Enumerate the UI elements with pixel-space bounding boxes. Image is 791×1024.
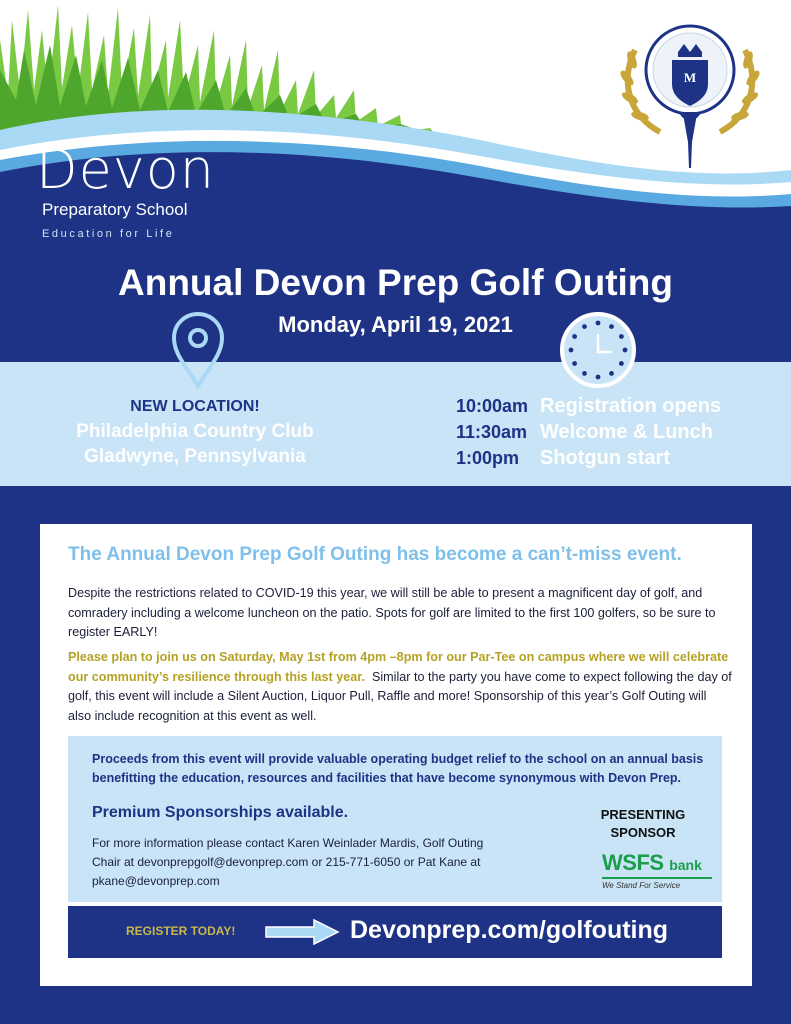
new-location-label: NEW LOCATION! bbox=[130, 398, 260, 415]
arrow-right-icon bbox=[264, 918, 340, 946]
svg-text:M: M bbox=[683, 70, 697, 85]
premium-sponsorships-heading: Premium Sponsorships available. bbox=[92, 804, 349, 821]
schedule-event: Registration opens bbox=[540, 395, 722, 417]
register-bar bbox=[68, 906, 722, 958]
contact-info: For more information please contact Karen Weinlader Mardis, Golf Outing Chair at devonprepgolf@devonprep.com or 215-771-6050 or Pat Kane at pkane@devonprep.com bbox=[92, 836, 484, 888]
schedule-item bbox=[456, 395, 721, 421]
venue-town: Gladwyne, Pennsylvania bbox=[84, 446, 306, 467]
event-date: Monday, April 19, 2021 bbox=[278, 312, 513, 337]
wsfs-bank-logo bbox=[602, 850, 722, 890]
sponsorship-panel bbox=[68, 736, 722, 902]
schedule-time: 10:00am bbox=[456, 396, 529, 416]
proceeds-text: Proceeds from this event will provide valuable operating budget relief to the school on an annual basis benefitting the education, resources and facilities that have become synonymous with Devon Prep. bbox=[92, 752, 704, 785]
schedule-time: 1:00pm bbox=[456, 448, 520, 468]
schedule-item bbox=[456, 447, 721, 473]
logo-subtitle: Preparatory School bbox=[42, 200, 188, 219]
covid-paragraph: Despite the restrictions related to COVID-19 this year, we will still be able to present a magnificent day of golf, and comradery including a welcome luncheon on the patio. Spots for golf are limited to the first 100 golfers, so be sure to register EARLY! bbox=[68, 586, 716, 639]
location-block bbox=[40, 398, 350, 468]
wsfs-slogan: We Stand For Service bbox=[602, 881, 681, 890]
school-logo bbox=[36, 138, 216, 240]
presenting-sponsor-label bbox=[588, 806, 698, 842]
logo-wordmark: Devon bbox=[36, 138, 216, 201]
event-title: Annual Devon Prep Golf Outing bbox=[118, 262, 673, 303]
schedule-time: 11:30am bbox=[456, 422, 528, 442]
card-heading: The Annual Devon Prep Golf Outing has become a can’t-miss event. bbox=[68, 544, 682, 565]
wsfs-bank-suffix: bank bbox=[669, 857, 702, 873]
schedule-item bbox=[456, 421, 721, 447]
schedule-event: Welcome & Lunch bbox=[540, 421, 713, 443]
venue-name: Philadelphia Country Club bbox=[76, 421, 314, 442]
schedule-event: Shotgun start bbox=[540, 447, 670, 469]
sponsor-line: SPONSOR bbox=[610, 825, 676, 840]
par-tee-highlight: Please plan to join us on Saturday, May 1st from 4pm –8pm for our Par-Tee on campus where we will celebrate our community’s resilience through this last year. bbox=[68, 650, 729, 684]
schedule-list bbox=[456, 395, 721, 473]
presenting-line: PRESENTING bbox=[600, 807, 686, 822]
details-card bbox=[40, 524, 752, 986]
par-tee-details: Similar to the party you have come to expect following the day of golf, this event will include a Silent Auction, Liquor Pull, Raffle and more! Sponsorship of this year’s Golf Outing will also include recognition at this event as well. bbox=[68, 669, 732, 723]
register-url-link[interactable]: Devonprep.com/golfouting bbox=[350, 916, 669, 944]
par-tee-paragraph bbox=[68, 648, 732, 726]
logo-tagline: Education for Life bbox=[42, 228, 175, 240]
register-label: REGISTER TODAY! bbox=[126, 924, 236, 938]
wsfs-underline bbox=[602, 877, 712, 879]
wsfs-name: WSFS bbox=[602, 850, 664, 875]
